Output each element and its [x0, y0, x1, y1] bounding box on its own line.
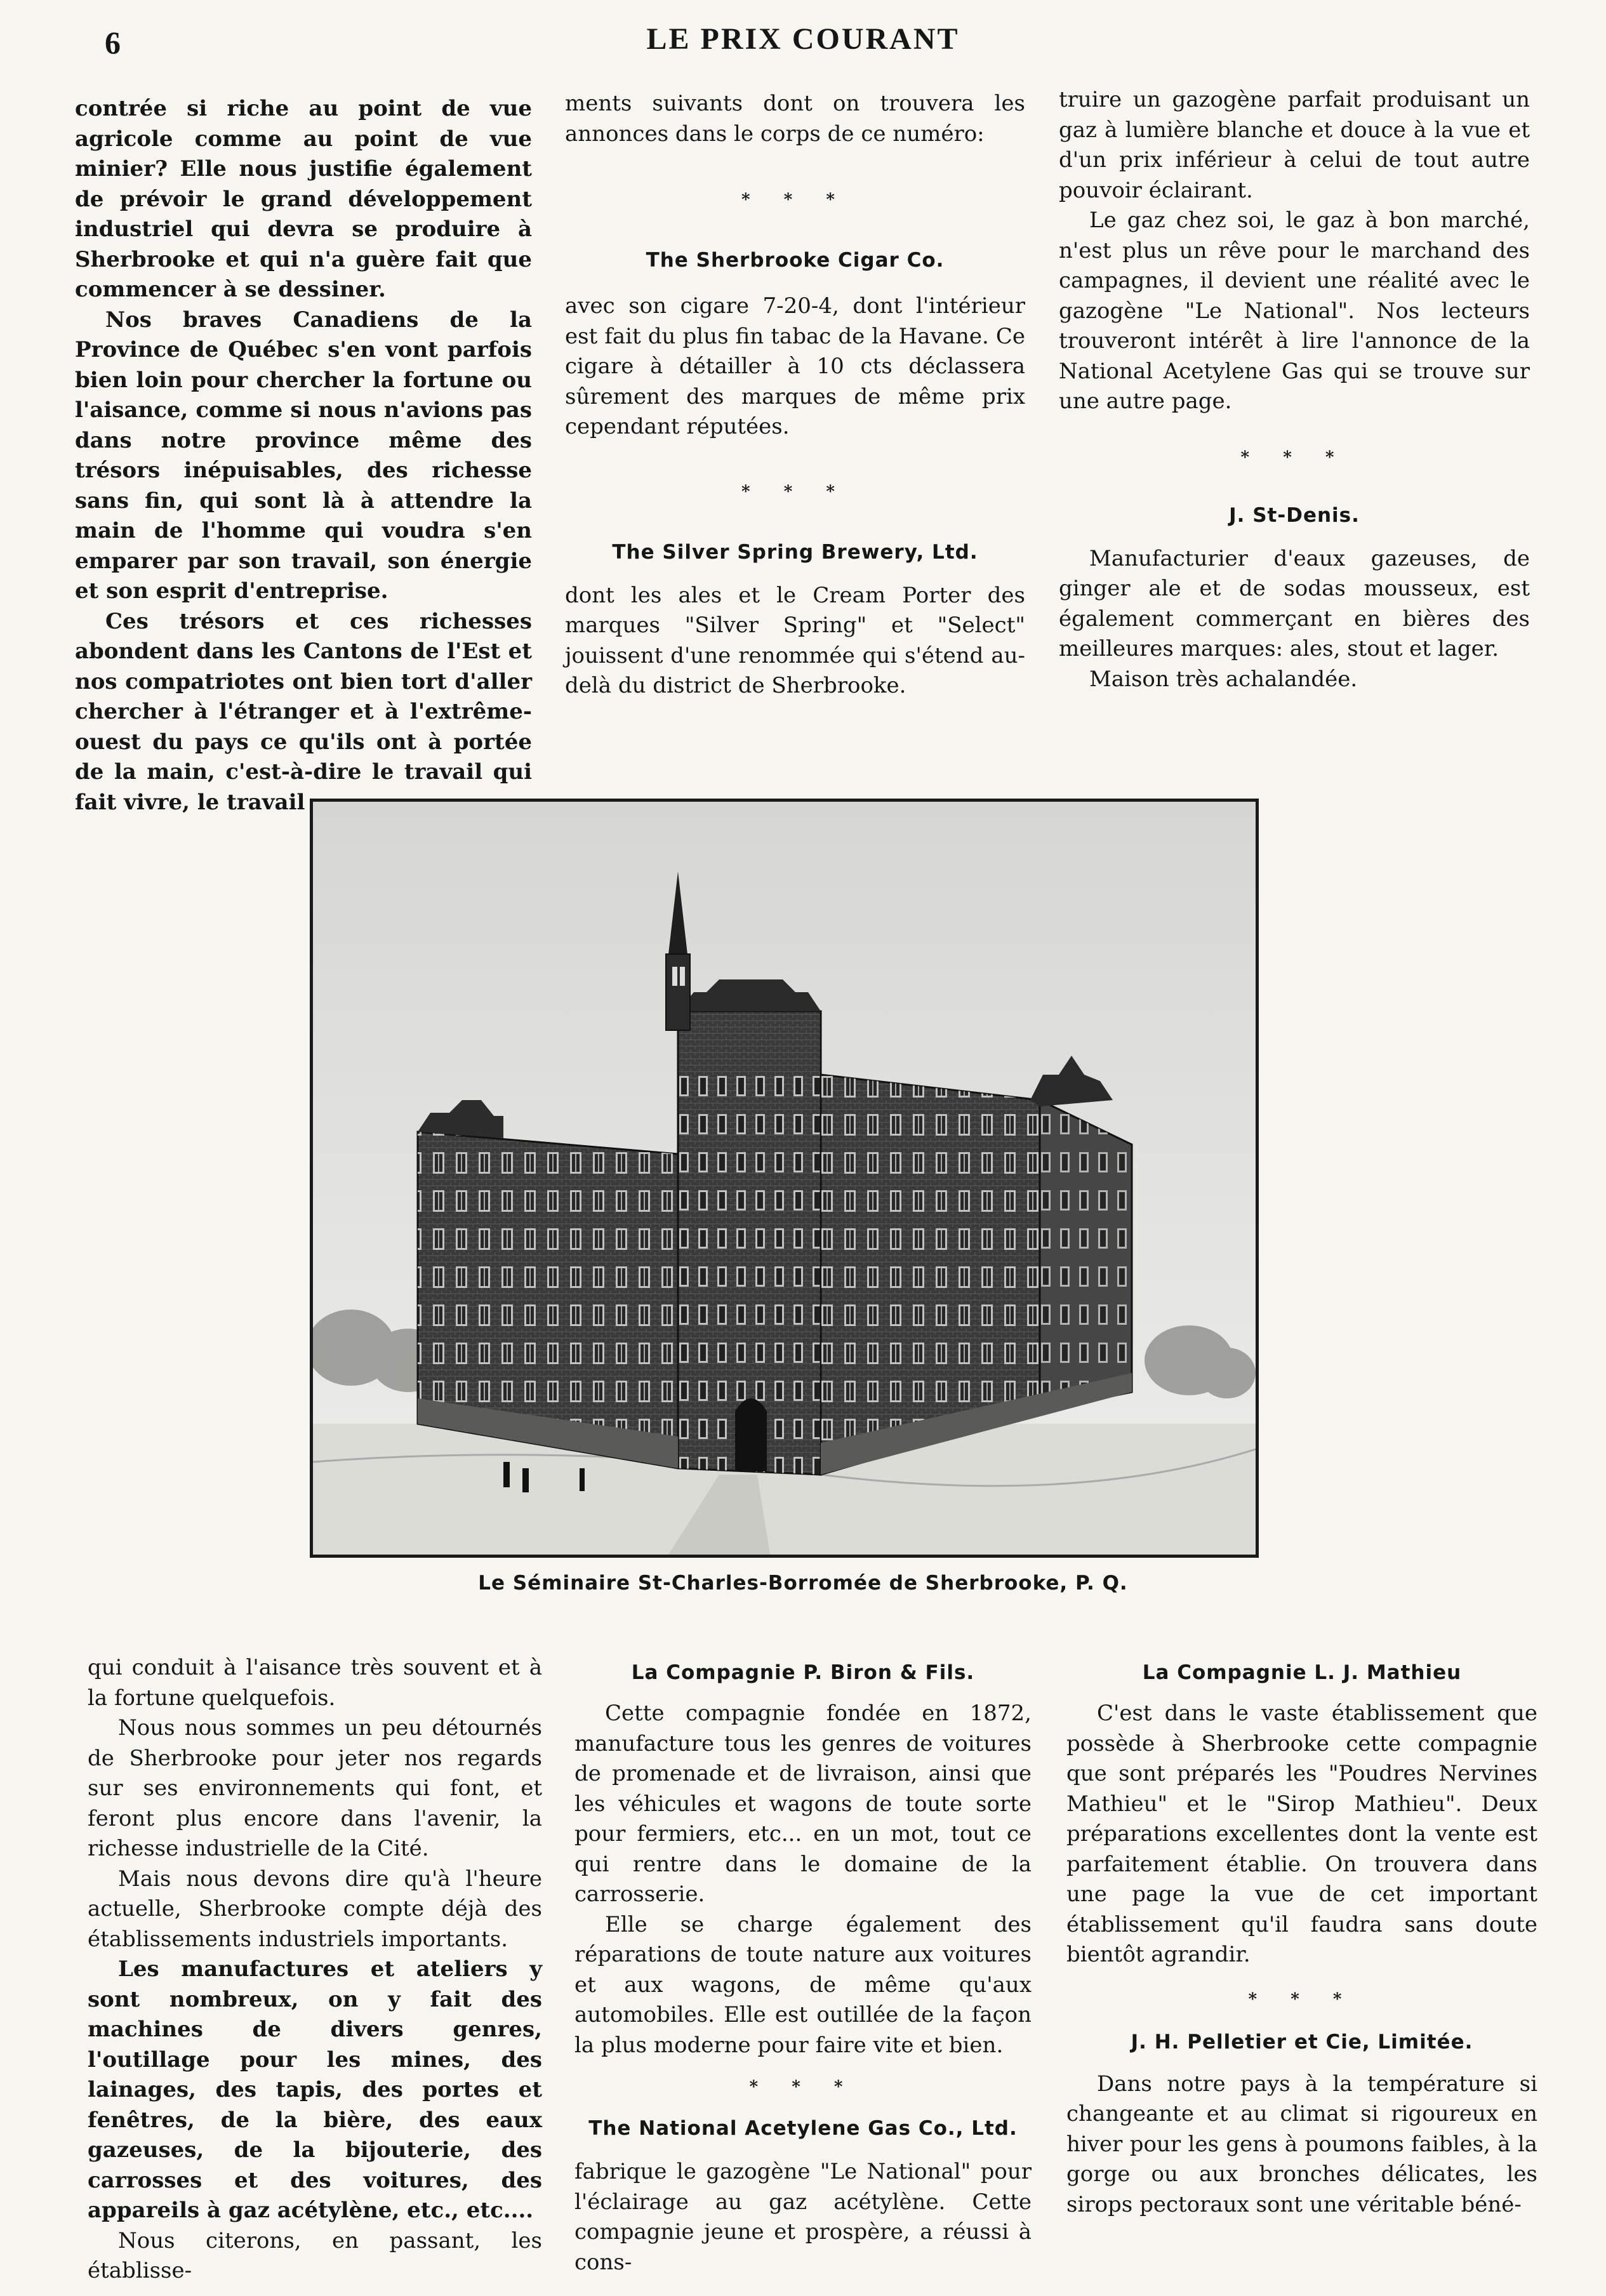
page-title: LE PRIX COURANT	[646, 22, 960, 56]
top-column-3	[1059, 85, 1530, 694]
section-heading: La Compagnie L. J. Mathieu	[1142, 1661, 1462, 1684]
section-heading: J. H. Pelletier et Cie, Limitée.	[1131, 2030, 1473, 2054]
paragraph: truire un gazogène parfait produisant un gaz à lumière blanche et douce à la vue et d'un prix inférieur à celui de tout autre pouvoir éclairant.	[1059, 87, 1530, 203]
paragraph: dont les ales et le Cream Porter des marques "Silver Spring" et "Select" jouissent d'une renommée qui s'étend au-delà du district de Sherbrooke.	[565, 582, 1025, 698]
paragraph: Nos braves Canadiens de la Province de Québec s'en vont parfois bien loin pour chercher la fortune ou l'aisance, comme si nous n'avions pas dans notre province même des trésors inépuisables, des richesse sans fin, qui sont là à attendre la main de l'homme qui voudra s'en emparer par son travail, son énergie et son esprit d'entreprise.	[75, 307, 532, 604]
paragraph: contrée si riche au point de vue agricole comme au point de vue minier? Elle nous justifie également de prévoir le grand développement industriel qui devra se produire à Sherbrooke et qui n'a guère fait que commencer à se dessiner.	[75, 96, 532, 302]
section-heading: J. St-Denis.	[1229, 503, 1360, 527]
top-column-1	[75, 94, 532, 818]
top-column-2	[565, 89, 1025, 701]
section-separator: * * *	[1248, 1989, 1356, 2009]
paragraph: Dans notre pays à la température si changeante et au climat si rigoureux en hiver pour les gens à poumons faibles, à la gorge ou aux bronches délicates, les sirops pectoraux sont une véritable béné-	[1066, 2071, 1537, 2217]
section-separator: * * *	[749, 2078, 857, 2097]
section-heading: The Sherbrooke Cigar Co.	[646, 249, 945, 272]
paragraph: Nous nous sommes un peu détournés de Sherbrooke pour jeter nos regards sur ses environnements qui font, et feront plus encore dans l'avenir, la richesse industrielle de la Cité.	[88, 1715, 542, 1861]
paragraph: Elle se charge également des réparations de toute nature aux voitures et aux wagons, de même qu'aux automobiles. Elle est outillée de la façon la plus moderne pour faire vite et bien.	[574, 1911, 1032, 2058]
section-heading: La Compagnie P. Biron & Fils.	[631, 1661, 975, 1684]
paragraph: Les manufactures et ateliers y sont nombreux, on y fait des machines de divers genres, l'outillage pour les mines, des lainages, des tapis, des portes et fenêtres, de la bière, des eaux gazeuses, de la bijouterie, des carrosses et des voitures, des appareils à gaz acétylène, etc., etc....	[88, 1956, 542, 2223]
paragraph: avec son cigare 7-20-4, dont l'intérieur est fait du plus fin tabac de la Havane. Ce cigare à détailler à 10 cts déclassera sûrement des marques de même prix cependant réputées.	[565, 293, 1025, 439]
paragraph: Le gaz chez soi, le gaz à bon marché, n'est plus un rêve pour le marchand des campagnes, il devient une réalité avec le gazogène "Le National". Nos lecteurs trouveront intérêt à lire l'annonce de la National Acetylene Gas qui se trouve sur une autre page.	[1059, 208, 1530, 414]
section-separator: * * *	[741, 482, 849, 501]
paragraph: Ces trésors et ces richesses abondent dans les Cantons de l'Est et nos compatriotes ont bien tort d'aller chercher à l'étranger et à l'extrême-ouest du pays ce qu'ils ont à portée de la main, c'est-à-dire le travail qui fait vivre, le travail	[75, 608, 532, 815]
paragraph: Manufacturier d'eaux gazeuses, de ginger ale et de sodas mousseux, est également commerçant en bières des meilleures marques: ales, stout et lager.	[1059, 545, 1530, 661]
section-heading: The National Acetylene Gas Co., Ltd.	[588, 2117, 1018, 2140]
paragraph: fabrique le gazogène "Le National" pour l'éclairage au gaz acétylène. Cette compagnie jeune et prospère, a réussi à cons-	[574, 2159, 1032, 2275]
page-header	[0, 19, 1606, 63]
seminary-engraving	[310, 799, 1259, 1558]
building-illustration	[313, 802, 1256, 1555]
paragraph: Cette compagnie fondée en 1872, manufacture tous les genres de voitures de promenade et de livraison, ainsi que les véhicules et wagons de toute sorte pour fermiers, etc... en un mot, tout ce qui rentre dans le domaine de la carrosserie.	[574, 1701, 1032, 1907]
paragraph: Maison très achalandée.	[1089, 666, 1358, 692]
page-number: 6	[105, 25, 121, 60]
section-separator: * * *	[741, 190, 849, 209]
bottom-column-2	[574, 1658, 1032, 2278]
paragraph: Mais nous devons dire qu'à l'heure actuelle, Sherbrooke compte déjà des établissements industriels importants.	[88, 1866, 542, 1952]
figure-caption: Le Séminaire St-Charles-Borromée de Sherbrooke, P. Q.	[478, 1572, 1128, 1595]
paragraph: C'est dans le vaste établissement que possède à Sherbrooke cette compagnie que sont préparés les "Poudres Nervines Mathieu" et le "Sirop Mathieu". Deux préparations excellentes dont la vente est parfaitement établie. On trouvera dans une page la vue de cet important établissement qu'il faudra sans doute bientôt agrandir.	[1066, 1701, 1537, 1967]
paragraph: qui conduit à l'aisance très souvent et à la fortune quelquefois.	[88, 1655, 542, 1711]
paragraph: Nous citerons, en passant, les établisse-	[88, 2227, 542, 2283]
bottom-column-1	[88, 1653, 542, 2286]
paragraph: ments suivants dont on trouvera les annonces dans le corps de ce numéro:	[565, 91, 1025, 147]
section-heading: The Silver Spring Brewery, Ltd.	[612, 540, 978, 564]
bottom-column-3	[1066, 1658, 1537, 2220]
section-separator: * * *	[1240, 448, 1348, 467]
